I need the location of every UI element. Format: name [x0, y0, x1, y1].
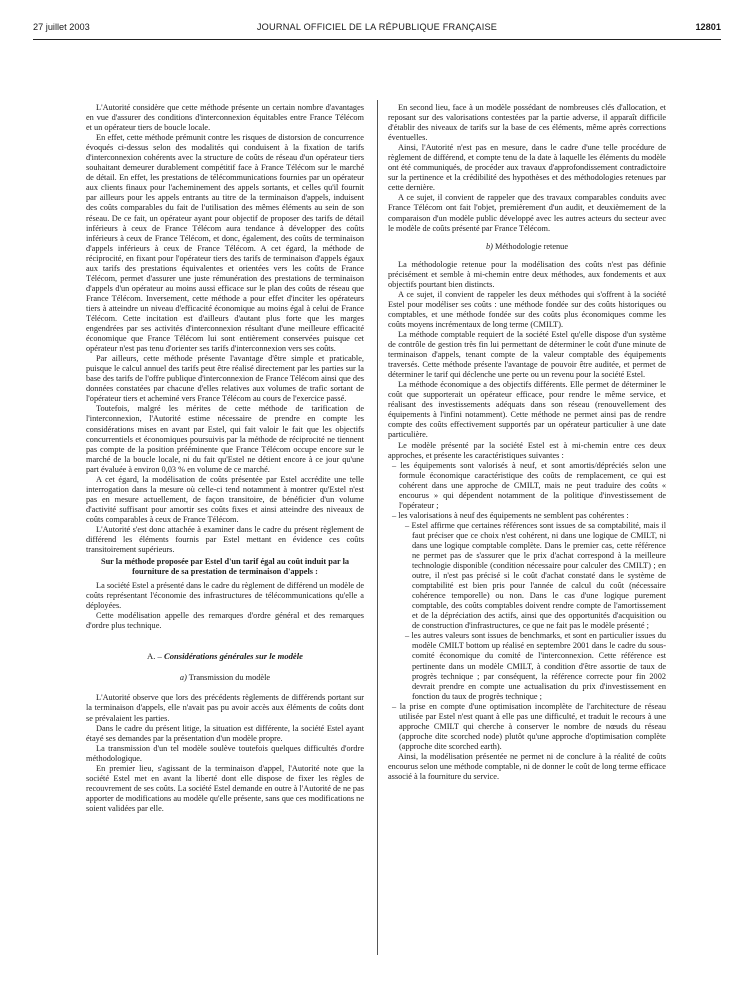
paragraph: La transmission d'un tel modèle soulève toutefois quelques difficultés d'ordre méthodologique. [86, 743, 364, 763]
paragraph: Par ailleurs, cette méthode présente l'avantage d'être simple et praticable, puisque le calcul annuel des tarifs peut être réalisé directement par les parties sur la base des tarifs de l'offre publique d'interconnexion de France Télécom ainsi que des données constatées par chacune d'elles relatives aux volumes de trafic sortant de l'opérateur tiers et acheminé vers France Télécom au cours de l'exercice passé. [86, 354, 364, 404]
paragraph: La méthode comptable requiert de la société Estel qu'elle dispose d'un système de contrôle de gestion très fin lui permettant de déterminer le coût d'une minute de terminaison d'appels, tenant compte de la valeur comptable des équipements traversés. Cette méthode présente l'avantage de pouvoir être auditée, et permet de déterminer le tarif qui déclenche une perte ou un revenu pour la société Estel. [388, 329, 666, 380]
header-journal-title: JOURNAL OFFICIEL DE LA RÉPUBLIQUE FRANÇAISE [256, 22, 498, 32]
paragraph: A cet égard, la modélisation de coûts présentée par Estel accrédite une telle interrogation dans la mesure où celle-ci tend notamment à montrer qu'Estel n'est pas en mesure actuellement, de façon transitoire, de bénéficier d'un volume d'activité suffisant pour amortir ses coûts fixes et ainsi atteindre des niveaux de coûts comparables à ceux de France Télécom. [86, 474, 364, 524]
paragraph: L'Autorité observe que lors des précédents règlements de différends portant sur la terminaison d'appels, elle n'avait pas pu avoir accès aux éléments de coûts dont se prévalaient les parties. [86, 693, 364, 723]
header-date: 27 juillet 2003 [33, 22, 90, 32]
paragraph: Dans le cadre du présent litige, la situation est différente, la société Estel ayant étayé ses demandes par la présentation d'un modèle propre. [86, 723, 364, 743]
header-page-number: 12801 [695, 22, 721, 32]
paragraph: L'Autorité considère que cette méthode présente un certain nombre d'avantages en vue d'assurer des conditions d'interconnexion équitables entre France Télécom et un opérateur tiers de boucle locale. [86, 103, 364, 133]
paragraph: La méthodologie retenue pour la modélisation des coûts n'est pas définie précisément et semble à mi-chemin entre deux méthodes, aux fondements et aux objectifs pourtant bien distincts. [388, 259, 666, 289]
paragraph: Le modèle présenté par la société Estel est à mi-chemin entre ces deux approches, et présente les caractéristiques suivantes : [388, 440, 666, 460]
bold-heading: Sur la méthode proposée par Estel d'un tarif égal au coût induit par la fourniture de sa prestation de terminaison d'appels : [100, 557, 350, 577]
paragraph: Ainsi, la modélisation présentée ne permet ni de conclure à la réalité de coûts encourus selon une méthode comptable, ni de donner le coût de long terme efficace associé à la fourniture du service. [388, 751, 666, 782]
paragraph: A ce sujet, il convient de rappeler que des travaux comparables conduits avec France Télécom ont fait l'objet, premièrement d'un audit, et deuxièmement de la comparaison d'un modèle public développé avec les autres acteurs du secteur avec le modèle de coûts présenté par France Télécom. [388, 193, 666, 233]
list-item: – les valorisations à neuf des équipements ne semblent pas cohérentes : [392, 510, 629, 520]
paragraph: La méthode économique a des objectifs différents. Elle permet de déterminer le coût que supporterait un opérateur efficace, pour rendre le même service, et réalisant des investissements adéquats dans son réseau (renouvellement des équipements à l'infini notamment). Cette méthode ne permet ainsi pas de rendre compte des coûts effectivement supportés par un opérateur particulier à une date particulière. [388, 380, 666, 440]
list-item: – la prise en compte d'une optimisation incomplète de l'architecture de réseau utilisée par Estel n'est quant à elle pas une difficulté, et traduit le recours à une approche CMILT qui cherche à conserver le nombre de nœuds du réseau (approche dite scorched node) plutôt qu'une approche d'optimisation complète (approche dite scorched earth). [392, 701, 666, 751]
subsection-heading-b [388, 242, 666, 252]
column-separator [377, 100, 378, 955]
page-header [33, 22, 721, 38]
list-item: – les équipements sont valorisés à neuf, et sont amortis/dépréciés selon une formule économique caractéristique des coûts de remplacement, ce qui est cohérent dans une approche de CMILT, mais ne peut traduire des coûts « encourus » qui dépendent notamment de la politique d'investissement de l'opérateur ; [392, 460, 666, 510]
subsection-title: Transmission du modèle [188, 673, 271, 683]
section-heading-a [86, 651, 364, 661]
paragraph: Ainsi, l'Autorité n'est pas en mesure, dans le cadre d'une telle procédure de règlement de différend, et compte tenu de la date à laquelle les éléments du modèle ont été communiqués, de procéder aux travaux d'approfondissement contradictoire sur la pertinence et la crédibilité des hypothèses et des méthodologies retenues par cette dernière. [388, 143, 666, 193]
header-rule [33, 39, 721, 40]
subsection-label: b) [485, 241, 493, 251]
characteristics-list [388, 461, 666, 752]
right-column [388, 103, 666, 782]
section-prefix: A. – [147, 651, 162, 662]
left-column [86, 103, 364, 814]
sub-list-item: – Estel affirme que certaines références sont issues de sa comptabilité, mais il faut préciser que ce choix n'est cohérent, ni dans une logique de CMILT, ni dans une logique comptable complète. Dans le premier cas, cette référence ne permet pas de s'assurer que le prix d'achat correspond à la meilleure technologie disponible (condition nécessaire pour calculer des CMILT) ; en outre, il n'est pas précisé si le coût d'achat constaté dans le système de comptabilité est bien pris pour l'année de calcul du coût (nécessaire cohérence temporelle) ou non. Dans le cas d'une logique purement comptable, des coûts comptables doivent rendre compte de l'amortissement et de la dépréciation des actifs, ainsi que des opportunités d'acquisition ou de construction d'infrastructures, ce que ne fait pas le modèle présenté ; [405, 520, 666, 631]
subsection-heading-a [86, 673, 364, 683]
paragraph: Toutefois, malgré les mérites de cette méthode de tarification de l'interconnexion, l'Autorité estime nécessaire de prendre en compte les considérations mises en avant par Estel, qui fait valoir le fait que les objectifs concurrentiels et économiques poursuivis par la méthode de réciprocité ne tiennent pas compte de la position prééminente que France Télécom occupe encore sur le marché de la boucle locale, ni du fait qu'Estel ne détient encore à ce jour qu'une part évaluée à environ 0,03 % en volume de ce marché. [86, 404, 364, 474]
paragraph: Cette modélisation appelle des remarques d'ordre général et des remarques d'ordre plus technique. [86, 611, 364, 631]
section-title: Considérations générales sur le modèle [164, 651, 303, 662]
paragraph: En effet, cette méthode prémunit contre les risques de distorsion de concurrence évoqués ci-dessus selon des modalités qui conduisent à la fixation de tarifs d'interconnexion cohérents avec la structure de coûts de réseau d'un opérateur tiers souhaitant demeurer durablement compétitif face à France Télécom sur le marché de détail. En effet, les prestations de télécommunications fournies par un opérateur aux clients finaux pour l'acheminement des appels sortants, et celles qu'il fournit par ailleurs pour les appels entrants au titre de la terminaison d'appels, induisent des coûts comparables du fait de l'utilisation des mêmes éléments au sein de son réseau. De ce fait, un opérateur ayant pour objectif de proposer des tarifs de détail inférieurs à ceux de France Télécom aura tendance à développer des coûts inférieurs à ceux de France Télécom, et donc, également, des coûts de terminaison d'appels inférieurs à ceux de France Télécom. A cet égard, la méthode de réciprocité, en fixant pour l'opérateur tiers des tarifs de terminaison d'appels égaux aux tarifs des prestations équivalentes et orientées vers les coûts de France Télécom, permet d'assurer une juste rémunération des prestations de terminaison d'appels d'un opérateur au moins aussi efficace sur le plan des coûts de réseau que France Télécom. Inversement, cette méthode a pour effet d'inciter les opérateurs tiers à atteindre un niveau d'efficacité économique au moins égal à celui de France Télécom. Cette incitation est d'ailleurs d'autant plus forte que les marges engendrées par ses activités d'interconnexion résultant d'une meilleure efficacité économique que France Télécom lui sont entièrement conservées puisque cet opérateur n'est pas tenu d'orienter ses tarifs d'interconnexion vers ses coûts. [86, 133, 364, 354]
paragraph: En premier lieu, s'agissant de la terminaison d'appel, l'Autorité note que la société Estel met en avant la liberté dont elle dispose de fixer les règles de recouvrement de ses coûts. La société Estel demande en outre à l'Autorité de ne pas apporter de modifications au modèle qu'elle présente, sans que ces modifications ne soient validées par elle. [86, 763, 364, 813]
paragraph: La société Estel a présenté dans le cadre du règlement de différend un modèle de coûts représentant l'économie des infrastructures de télécommunications qu'elle a déployées. [86, 581, 364, 611]
paragraph: A ce sujet, il convient de rappeler les deux méthodes qui s'offrent à la société Estel pour modéliser ses coûts : une méthode fondée sur des coûts historiques ou comptables, et une méthode fondée sur des coûts plus économiques comme les coûts moyens incrémentaux de long terme (CMILT). [388, 289, 666, 329]
paragraph: L'Autorité s'est donc attachée à examiner dans le cadre du présent règlement de différend les éléments fournis par Estel mettant en évidence ces coûts transitoirement supérieurs. [86, 524, 364, 555]
sub-list-item: – les autres valeurs sont issues de benchmarks, et sont en particulier issues du modèle CMILT bottom up réalisé en septembre 2001 dans le cadre du sous-comité économique du comité de l'interconnexion. Cette référence est pertinente dans un modèle CMILT, à condition d'être assortie de taux de progrès technique ; par conséquent, la référence correcte pour fin 2002 devrait prendre en compte une actualisation du prix d'investissement en fonction du taux de progrès technique ; [405, 631, 666, 701]
subsection-label: a) [179, 673, 187, 683]
subsection-title: Méthodologie retenue [494, 241, 569, 251]
paragraph: En second lieu, face à un modèle possédant de nombreuses clés d'allocation, et reposant sur des valorisations contestées par la partie adverse, il apparaît difficile d'établir des niveaux de tarifs sur la base de ces éléments, même après corrections éventuelles. [388, 103, 666, 143]
